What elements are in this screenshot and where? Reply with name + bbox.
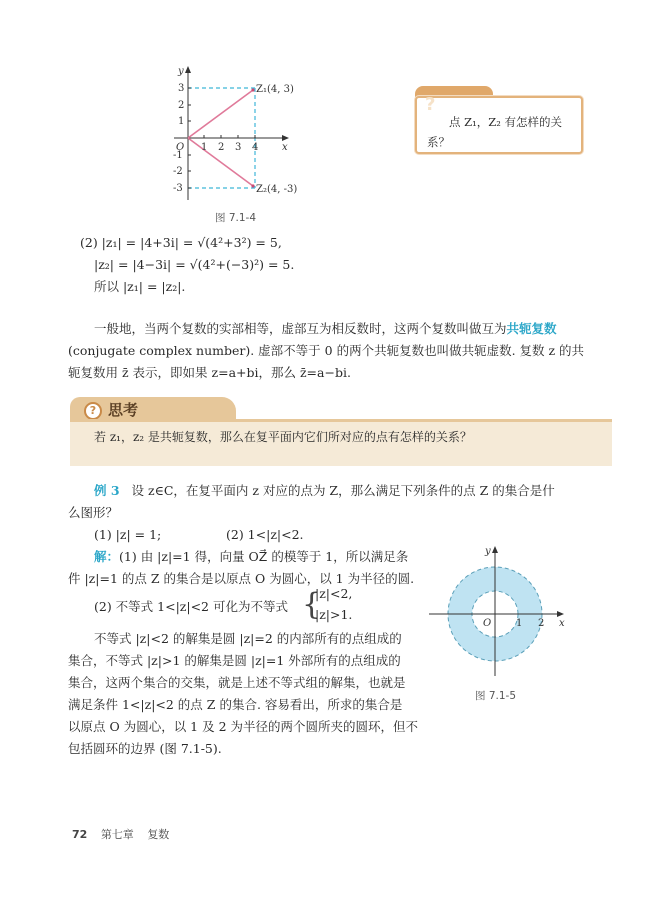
solution-line: (2) |z₁| = |4+3i| = √(4²+3²) = 5, (80, 235, 282, 250)
think-title: 思考 (108, 401, 139, 419)
paragraph-line: 满足条件 1<|z|<2 的点 Z 的集合. 容易看出，所求的集合是 (68, 697, 403, 712)
paragraph-line: 不等式 |z|<2 的解集是圆 |z|=2 的内部所有的点组成的 (94, 631, 402, 646)
svg-text:3: 3 (178, 83, 185, 94)
paragraph-line: 集合，不等式 |z|>1 的解集是圆 |z|=1 外部所有的点组成的 (68, 653, 401, 668)
svg-text:O: O (176, 142, 185, 153)
question-circle-icon: ? (84, 402, 102, 420)
definition-line-3: 轭复数用 z̄ 表示，即如果 z=a+bi，那么 z̄=a−bi. (68, 365, 351, 380)
complex-plane-conjugate-plot (160, 60, 330, 210)
system-inequality-1: |z|<2, (315, 586, 353, 601)
solution-2-prefix: (2) 不等式 1<|z|<2 可化为不等式 (94, 599, 288, 614)
svg-text:1: 1 (201, 142, 208, 153)
svg-text:x: x (559, 618, 565, 629)
svg-text:y: y (178, 66, 184, 77)
svg-text:y: y (485, 546, 491, 557)
svg-text:x: x (282, 142, 288, 153)
brace-icon: { (302, 587, 322, 622)
example-line-2: 么图形？ (68, 505, 119, 520)
figure-caption: 图 7.1-4 (215, 212, 257, 224)
chapter-number: 第七章 (100, 828, 134, 841)
question-mark-icon: ? (425, 94, 436, 115)
think-body (70, 419, 612, 466)
definition-text: 一般地，当两个复数的实部相等，虚部互为相反数时，这两个复数叫做互为 (94, 321, 507, 336)
figure-7-1-5 (425, 540, 585, 710)
svg-text:1: 1 (178, 116, 185, 127)
example-condition-1: (1) |z| = 1; (94, 527, 162, 542)
solution-line: 所以 |z₁| = |z₂|. (94, 279, 186, 294)
svg-text:-2: -2 (173, 166, 183, 177)
svg-text:1: 1 (516, 618, 523, 629)
page-footer (72, 826, 169, 842)
example-line-1 (94, 480, 555, 502)
solution-label: 解： (94, 549, 120, 564)
svg-text:4: 4 (252, 142, 259, 153)
solution-1-line-2: 件 |z|=1 的点 Z 的集合是以原点 O 为圆心，以 1 为半径的圆. (68, 571, 415, 586)
svg-text:-3: -3 (173, 183, 183, 194)
side-question-box (415, 86, 583, 154)
page-number: 72 (72, 828, 88, 841)
example-text: 设 z∈C，在复平面内 z 对应的点为 Z，那么满足下列条件的点 Z 的集合是什 (131, 483, 555, 498)
figure-7-1-4 (160, 60, 330, 230)
solution-text: (1) 由 |z|=1 得，向量 OZ⃗ 的模等于 1，所以满足条 (119, 549, 409, 564)
solution-line: |z₂| = |4−3i| = √(4²+(−3)²) = 5. (94, 257, 295, 272)
svg-text:Z₁(4, 3): Z₁(4, 3) (256, 84, 294, 95)
definition-line-1 (94, 318, 557, 340)
svg-text:2: 2 (538, 618, 545, 629)
svg-text:2: 2 (178, 100, 185, 111)
svg-text:O: O (483, 618, 492, 629)
svg-text:-1: -1 (173, 150, 183, 161)
side-question-text: 点 Z₁，Z₂ 有怎样的关系？ (427, 115, 563, 149)
chapter-title: 复数 (147, 828, 170, 841)
definition-line-2: (conjugate complex number). 虚部不等于 0 的两个共轭复数也叫做共轭虚数. 复数 z 的共 (68, 343, 585, 358)
paragraph-line: 集合，这两个集合的交集，就是上述不等式组的解集，也就是 (68, 675, 406, 690)
annulus-plot (425, 540, 585, 680)
paragraph-line: 以原点 O 为圆心，以 1 及 2 为半径的两个圆所夹的圆环，但不 (68, 719, 418, 734)
example-label: 例 3 (94, 483, 120, 498)
paragraph-line: 包括圆环的边界 (图 7.1-5). (68, 741, 222, 756)
svg-text:3: 3 (235, 142, 242, 153)
definition-term: 共轭复数 (506, 321, 557, 336)
think-box (70, 397, 612, 463)
svg-text:2: 2 (218, 142, 225, 153)
figure-caption: 图 7.1-5 (475, 690, 517, 702)
example-condition-2: (2) 1<|z|<2. (226, 527, 304, 542)
solution-1-line-1 (94, 546, 408, 568)
question-box-body (415, 96, 583, 154)
system-inequality-2: |z|>1. (315, 607, 353, 622)
svg-text:Z₂(4, -3): Z₂(4, -3) (256, 184, 298, 195)
think-question: 若 z₁，z₂ 是共轭复数，那么在复平面内它们所对应的点有怎样的关系？ (94, 430, 472, 444)
